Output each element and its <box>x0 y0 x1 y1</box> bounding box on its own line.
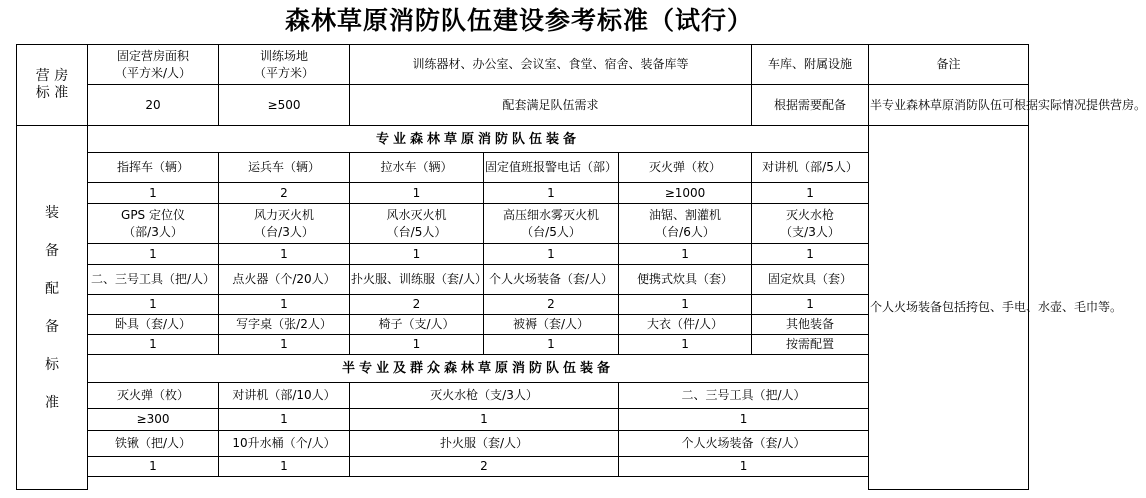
item-water-truck: 拉水车（辆） <box>350 153 484 183</box>
value-cell: 1 <box>619 457 869 477</box>
document-title: 森林草原消防队伍建设参考标准（试行） <box>284 6 753 35</box>
value-cell: 1 <box>88 335 219 355</box>
barracks-value-row <box>17 85 1029 126</box>
item-walkie-talkie: 对讲机（部/10人） <box>219 383 350 409</box>
item-water-mist-extinguisher: 高压细水雾灭火机 （台/5人） <box>484 204 619 244</box>
item-water-gun: 灭火水枪 （支/3人） <box>752 204 869 244</box>
header-remarks: 备注 <box>869 45 1029 85</box>
value-cell: 1 <box>752 295 869 315</box>
value-cell: 1 <box>350 335 484 355</box>
value-cell: 按需配置 <box>752 335 869 355</box>
value-cell: 1 <box>484 244 619 265</box>
value-cell: 2 <box>219 183 350 204</box>
item-chair: 椅子（支/人） <box>350 315 484 335</box>
value-cell: 1 <box>619 335 752 355</box>
value-cell: 1 <box>752 183 869 204</box>
item-wind-water-extinguisher: 风水灭火机 （台/5人） <box>350 204 484 244</box>
value-fixed-barracks-area: 20 <box>88 85 219 126</box>
item-troop-carrier: 运兵车（辆） <box>219 153 350 183</box>
item-water-bucket: 10升水桶（个/人） <box>219 431 350 457</box>
item-igniter: 点火器（个/20人） <box>219 265 350 295</box>
semi-section-title: 半专业及群众森林草原消防队伍装备 <box>88 355 869 383</box>
item-portable-cookware: 便携式炊具（套） <box>619 265 752 295</box>
value-cell: 1 <box>88 295 219 315</box>
pro-section-title-row <box>17 126 1029 153</box>
value-cell: 1 <box>219 409 350 431</box>
value-cell: 1 <box>350 244 484 265</box>
value-cell: 1 <box>619 244 752 265</box>
value-cell: 1 <box>752 244 869 265</box>
value-cell: 2 <box>484 295 619 315</box>
item-desk: 写字桌（张/2人） <box>219 315 350 335</box>
value-cell: 1 <box>484 183 619 204</box>
value-cell: 1 <box>350 409 619 431</box>
value-cell: 1 <box>619 409 869 431</box>
equipment-note: 个人火场装备包括挎包、手电、水壶、毛巾等。 <box>869 126 1029 490</box>
item-chainsaw-brushcutter: 油锯、割灌机 （台/6人） <box>619 204 752 244</box>
item-personal-gear: 个人火场装备（套/人） <box>484 265 619 295</box>
item-bedding: 卧具（套/人） <box>88 315 219 335</box>
value-garage: 根据需要配备 <box>752 85 869 126</box>
header-facilities: 训练器材、办公室、会议室、食堂、宿舍、装备库等 <box>350 45 752 85</box>
value-cell: 1 <box>88 183 219 204</box>
value-cell: 1 <box>88 244 219 265</box>
value-cell: 1 <box>619 295 752 315</box>
item-fire-bomb: 灭火弹（枚） <box>619 153 752 183</box>
item-command-vehicle: 指挥车（辆） <box>88 153 219 183</box>
value-facilities: 配套满足队伍需求 <box>350 85 752 126</box>
value-cell: ≥300 <box>88 409 219 431</box>
standards-table <box>16 44 1146 490</box>
item-fire-bomb: 灭火弹（枚） <box>88 383 219 409</box>
value-training-ground: ≥500 <box>219 85 350 126</box>
equipment-label: 装 备 配 备 标 准 <box>17 126 88 490</box>
item-overcoat: 大衣（件/人） <box>619 315 752 335</box>
item-water-gun: 灭火水枪（支/3人） <box>350 383 619 409</box>
header-training-ground: 训练场地 （平方米） <box>219 45 350 85</box>
item-shovel: 铁锹（把/人） <box>88 431 219 457</box>
item-other-equipment: 其他装备 <box>752 315 869 335</box>
pro-section-title: 专业森林草原消防队伍装备 <box>88 126 869 153</box>
item-quilt: 被褥（套/人） <box>484 315 619 335</box>
header-garage: 车库、附属设施 <box>752 45 869 85</box>
value-cell: 1 <box>219 244 350 265</box>
barracks-label: 营 房 标 准 <box>17 45 88 126</box>
value-cell: 1 <box>88 457 219 477</box>
item-hand-tools: 二、三号工具（把/人） <box>619 383 869 409</box>
item-fixed-cookware: 固定炊具（套） <box>752 265 869 295</box>
header-fixed-barracks-area: 固定营房面积 （平方米/人） <box>88 45 219 85</box>
value-cell: 1 <box>219 335 350 355</box>
barracks-header-row <box>17 45 1029 85</box>
item-gps-locator: GPS 定位仪 （部/3人） <box>88 204 219 244</box>
value-cell: 1 <box>219 295 350 315</box>
value-cell: 2 <box>350 457 619 477</box>
value-cell: ≥1000 <box>619 183 752 204</box>
item-personal-gear: 个人火场装备（套/人） <box>619 431 869 457</box>
item-fire-suit: 扑火服（套/人） <box>350 431 619 457</box>
item-hand-tools: 二、三号工具（把/人） <box>88 265 219 295</box>
value-cell: 2 <box>350 295 484 315</box>
item-walkie-talkie: 对讲机（部/5人） <box>752 153 869 183</box>
value-cell: 1 <box>350 183 484 204</box>
item-fire-suit: 扑火服、训练服（套/人） <box>350 265 484 295</box>
item-alarm-phone: 固定值班报警电话（部） <box>484 153 619 183</box>
barracks-note: 半专业森林草原消防队伍可根据实际情况提供营房。 <box>869 85 1029 126</box>
item-wind-extinguisher: 风力灭火机 （台/3人） <box>219 204 350 244</box>
value-cell: 1 <box>219 457 350 477</box>
value-cell: 1 <box>484 335 619 355</box>
